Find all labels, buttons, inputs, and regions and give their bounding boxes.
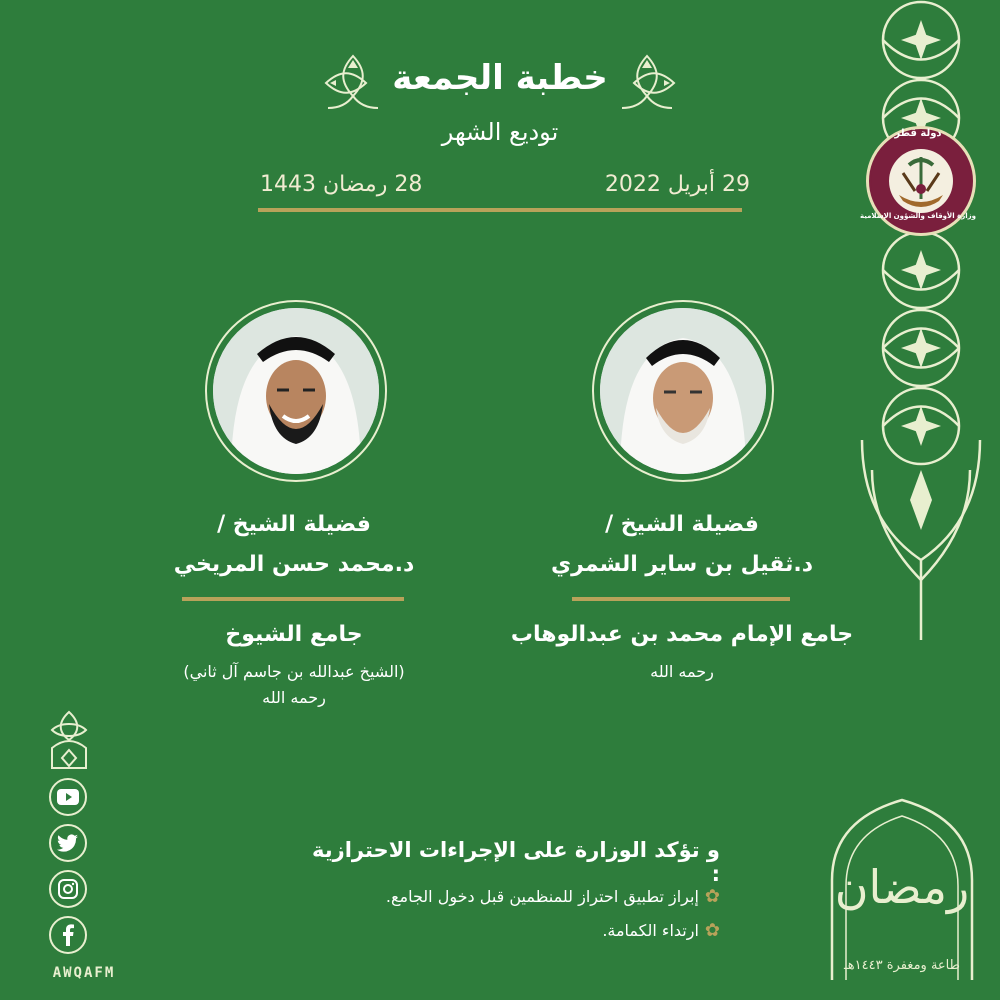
speaker-1-mosque: جامع الإمام محمد بن عبدالوهاب xyxy=(510,622,854,647)
header-divider xyxy=(258,208,742,212)
instagram-icon xyxy=(58,879,78,899)
speaker-2-honorific: فضيلة الشيخ / xyxy=(217,512,371,537)
facebook-button[interactable] xyxy=(49,916,87,954)
logo-bottom-text: وزارة الأوقاف والشؤون الإسلامية xyxy=(859,212,977,220)
speaker-2-name: د.محمد حسن المريخي xyxy=(173,552,415,577)
notice-item-2 xyxy=(300,920,720,941)
logo-top-text: دولة قطر xyxy=(894,128,942,139)
social-lotus-ornament xyxy=(46,708,92,770)
ramadan-badge-caption: طاعة ومغفرة ١٤٤٣هـ xyxy=(844,958,960,973)
speaker-1-note: رحمه الله xyxy=(650,662,714,681)
speaker-1-honorific: فضيلة الشيخ / xyxy=(605,512,759,537)
flower-bullet-icon: ✿ xyxy=(704,886,720,907)
notice-item-1 xyxy=(300,886,720,907)
twitter-icon xyxy=(57,834,79,852)
notice-item-2-text: ارتداء الكمامة. xyxy=(602,921,699,940)
gregorian-date: 29 أبريل 2022 xyxy=(604,172,750,197)
speaker-2-portrait xyxy=(205,300,387,482)
speaker-2-note: رحمه الله xyxy=(262,688,326,707)
speaker-2-detail: (الشيخ عبدالله بن جاسم آل ثاني) xyxy=(183,662,405,681)
flower-bullet-icon: ✿ xyxy=(704,920,720,941)
speaker-1-portrait xyxy=(592,300,774,482)
twitter-button[interactable] xyxy=(49,824,87,862)
speaker-2-photo xyxy=(213,308,379,474)
notice-item-1-text: إبراز تطبيق احتراز للمنظمين قبل دخول الجامع. xyxy=(385,887,699,906)
social-handle: AWQAFM xyxy=(52,965,116,981)
speaker-1-photo xyxy=(600,308,766,474)
instagram-button[interactable] xyxy=(49,870,87,908)
speaker-1-name: د.ثقيل بن ساير الشمري xyxy=(550,552,814,577)
notice-heading: و تؤكد الوزارة على الإجراءات الاحترازية : xyxy=(312,838,720,886)
youtube-button[interactable] xyxy=(49,778,87,816)
speaker-2-divider xyxy=(182,597,404,601)
page-title: خطبة الجمعة xyxy=(392,58,608,98)
page-subtitle: توديع الشهر xyxy=(441,118,559,146)
speaker-2-mosque: جامع الشيوخ xyxy=(225,622,363,647)
facebook-icon xyxy=(61,924,75,946)
hijri-date: 28 رمضان 1443 xyxy=(260,172,423,197)
ramadan-badge-word: رمضان xyxy=(834,860,970,914)
speaker-1-divider xyxy=(572,597,790,601)
youtube-icon xyxy=(57,789,79,805)
